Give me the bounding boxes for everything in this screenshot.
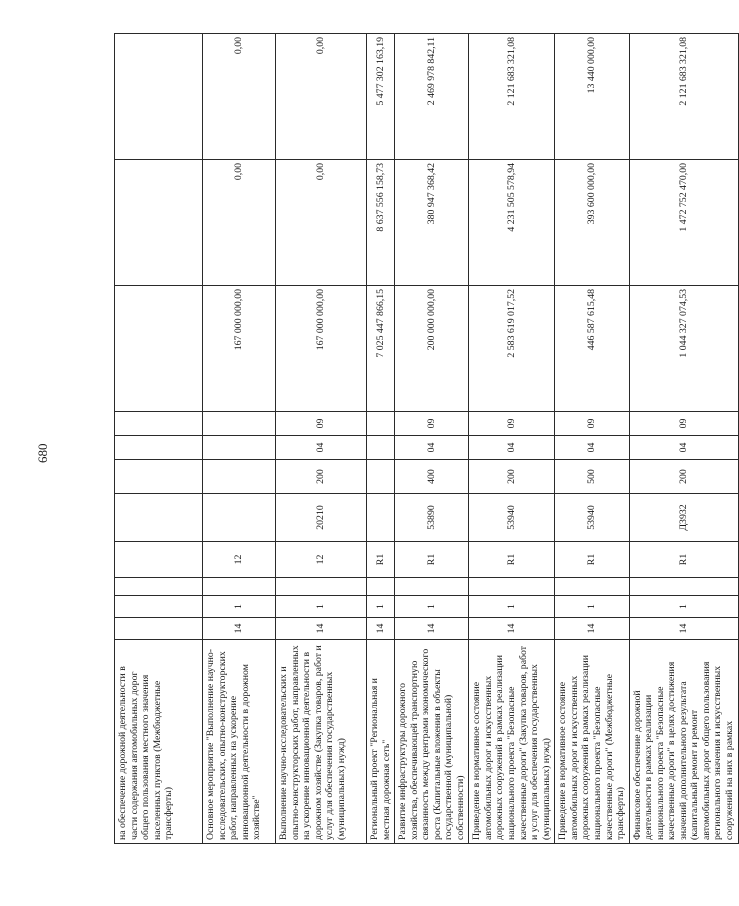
cell-code-h: 09 bbox=[276, 412, 367, 436]
cell-amount-2: 0,00 bbox=[276, 160, 367, 286]
row-description: Развитие инфраструктуры дорожного хозяйства, обеспечивающей транспортную связанность между центрами экономического роста (Капитальные вложения в объекты государственной (муниципальной) собственности) bbox=[395, 640, 469, 844]
cell-code-d: 12 bbox=[276, 542, 367, 578]
cell-amount-3: 2 121 683 321,08 bbox=[629, 34, 738, 160]
cell-code-c bbox=[115, 578, 203, 596]
cell-code-a: 14 bbox=[469, 618, 555, 640]
page-number: 680 bbox=[35, 443, 50, 463]
cell-code-a: 14 bbox=[395, 618, 469, 640]
cell-amount-2: 0,00 bbox=[203, 160, 276, 286]
cell-code-a bbox=[115, 618, 203, 640]
cell-code-a: 14 bbox=[629, 618, 738, 640]
cell-amount-3: 0,00 bbox=[276, 34, 367, 160]
cell-code-a: 14 bbox=[367, 618, 395, 640]
cell-code-g: 04 bbox=[469, 436, 555, 460]
cell-amount-2: 1 472 752 470,00 bbox=[629, 160, 738, 286]
cell-code-h: 09 bbox=[555, 412, 629, 436]
cell-code-g: 04 bbox=[555, 436, 629, 460]
table-row bbox=[203, 34, 276, 844]
cell-amount-1: 2 583 619 017,52 bbox=[469, 286, 555, 412]
cell-code-h bbox=[203, 412, 276, 436]
cell-amount-2: 8 637 556 158,73 bbox=[367, 160, 395, 286]
cell-code-e: 53890 bbox=[395, 494, 469, 542]
cell-amount-1: 446 587 615,48 bbox=[555, 286, 629, 412]
cell-code-c bbox=[629, 578, 738, 596]
budget-table bbox=[114, 33, 739, 844]
row-description: Выполнение научно-исследовательских и опытно-конструкторских работ, направленных на ускорение инновационной деятельности в дорожном хозяйстве (Закупка товаров, работ и услуг для обеспечения государственных (муниципальных) нужд) bbox=[276, 640, 367, 844]
cell-amount-3: 2 121 683 321,08 bbox=[469, 34, 555, 160]
budget-table-container bbox=[114, 34, 736, 844]
cell-code-e bbox=[367, 494, 395, 542]
table-row bbox=[367, 34, 395, 844]
cell-code-d: R1 bbox=[469, 542, 555, 578]
cell-code-f bbox=[115, 460, 203, 494]
cell-code-c bbox=[395, 578, 469, 596]
cell-code-g: 04 bbox=[276, 436, 367, 460]
cell-code-b: 1 bbox=[203, 596, 276, 618]
cell-code-c bbox=[367, 578, 395, 596]
cell-code-d: R1 bbox=[629, 542, 738, 578]
row-description: Региональный проект "Региональная и местная дорожная сеть" bbox=[367, 640, 395, 844]
cell-code-f: 200 bbox=[469, 460, 555, 494]
cell-code-f bbox=[203, 460, 276, 494]
cell-code-b: 1 bbox=[367, 596, 395, 618]
cell-amount-2 bbox=[115, 160, 203, 286]
cell-code-e: 53940 bbox=[469, 494, 555, 542]
table-body bbox=[115, 34, 739, 844]
cell-code-b bbox=[115, 596, 203, 618]
cell-code-b: 1 bbox=[555, 596, 629, 618]
cell-code-b: 1 bbox=[469, 596, 555, 618]
cell-amount-1: 7 025 447 866,15 bbox=[367, 286, 395, 412]
cell-code-e: 53940 bbox=[555, 494, 629, 542]
cell-amount-3: 13 440 000,00 bbox=[555, 34, 629, 160]
cell-code-d: 12 bbox=[203, 542, 276, 578]
table-row bbox=[469, 34, 555, 844]
cell-code-g: 04 bbox=[629, 436, 738, 460]
cell-code-e: Д3932 bbox=[629, 494, 738, 542]
cell-amount-3 bbox=[115, 34, 203, 160]
table-row bbox=[276, 34, 367, 844]
cell-amount-1: 200 000 000,00 bbox=[395, 286, 469, 412]
cell-code-g bbox=[203, 436, 276, 460]
cell-code-b: 1 bbox=[395, 596, 469, 618]
cell-code-f bbox=[367, 460, 395, 494]
cell-code-f: 500 bbox=[555, 460, 629, 494]
cell-code-g: 04 bbox=[395, 436, 469, 460]
cell-code-f: 200 bbox=[629, 460, 738, 494]
cell-code-c bbox=[276, 578, 367, 596]
cell-code-h: 09 bbox=[629, 412, 738, 436]
cell-code-d: R1 bbox=[367, 542, 395, 578]
table-row bbox=[115, 34, 203, 844]
cell-code-d bbox=[115, 542, 203, 578]
table-row bbox=[395, 34, 469, 844]
cell-code-e bbox=[203, 494, 276, 542]
cell-code-g bbox=[367, 436, 395, 460]
cell-amount-3: 2 469 978 842,11 bbox=[395, 34, 469, 160]
cell-code-d: R1 bbox=[555, 542, 629, 578]
cell-amount-1: 167 000 000,00 bbox=[276, 286, 367, 412]
row-description: Основное мероприятие "Выполнение научно-исследовательских, опытно-конструкторских работ, направленных на ускорение инновационной деятельности в дорожном хозяйстве" bbox=[203, 640, 276, 844]
cell-code-a: 14 bbox=[555, 618, 629, 640]
cell-code-h bbox=[115, 412, 203, 436]
cell-code-c bbox=[203, 578, 276, 596]
cell-code-b: 1 bbox=[629, 596, 738, 618]
cell-code-a: 14 bbox=[203, 618, 276, 640]
cell-code-e bbox=[115, 494, 203, 542]
table-row bbox=[629, 34, 738, 844]
cell-code-f: 200 bbox=[276, 460, 367, 494]
cell-amount-3: 0,00 bbox=[203, 34, 276, 160]
cell-code-h: 09 bbox=[395, 412, 469, 436]
row-description: Приведение в нормативное состояние автомобильных дорог и искусственных дорожных сооружений в рамках реализации национального проекта "Безопасные качественные дороги" (Закупка товаров, работ и услуг для обеспечения государственных (муниципальных) нужд) bbox=[469, 640, 555, 844]
row-description: Приведение в нормативное состояние автомобильных дорог и искусственных дорожных сооружений в рамках реализации национального проекта "Безопасные качественные дороги" (Межбюджетные трансферты) bbox=[555, 640, 629, 844]
cell-code-e: 20210 bbox=[276, 494, 367, 542]
cell-code-c bbox=[555, 578, 629, 596]
cell-amount-2: 4 231 505 578,94 bbox=[469, 160, 555, 286]
table-row bbox=[555, 34, 629, 844]
cell-code-g bbox=[115, 436, 203, 460]
cell-amount-3: 5 477 302 163,19 bbox=[367, 34, 395, 160]
cell-code-d: R1 bbox=[395, 542, 469, 578]
cell-amount-2: 393 600 000,00 bbox=[555, 160, 629, 286]
cell-code-h bbox=[367, 412, 395, 436]
cell-code-h: 09 bbox=[469, 412, 555, 436]
row-description: на обеспечение дорожной деятельности в части содержания автомобильных дорог общего пользования местного значения населенных пунктов (Межбюджетные трансферты) bbox=[115, 640, 203, 844]
cell-code-a: 14 bbox=[276, 618, 367, 640]
row-description: Финансовое обеспечение дорожной деятельности в рамках реализации национального проекта "Безопасные качественные дороги" в целях достижения значений дополнительного результата (капитальный ремонт и ремонт автомобильных дорог общего пользования регионального значения и искусственных сооружений на них в рамках bbox=[629, 640, 738, 844]
cell-amount-1: 1 044 327 074,53 bbox=[629, 286, 738, 412]
cell-amount-1: 167 000 000,00 bbox=[203, 286, 276, 412]
cell-amount-2: 380 947 368,42 bbox=[395, 160, 469, 286]
cell-code-b: 1 bbox=[276, 596, 367, 618]
cell-code-f: 400 bbox=[395, 460, 469, 494]
cell-code-c bbox=[469, 578, 555, 596]
cell-amount-1 bbox=[115, 286, 203, 412]
